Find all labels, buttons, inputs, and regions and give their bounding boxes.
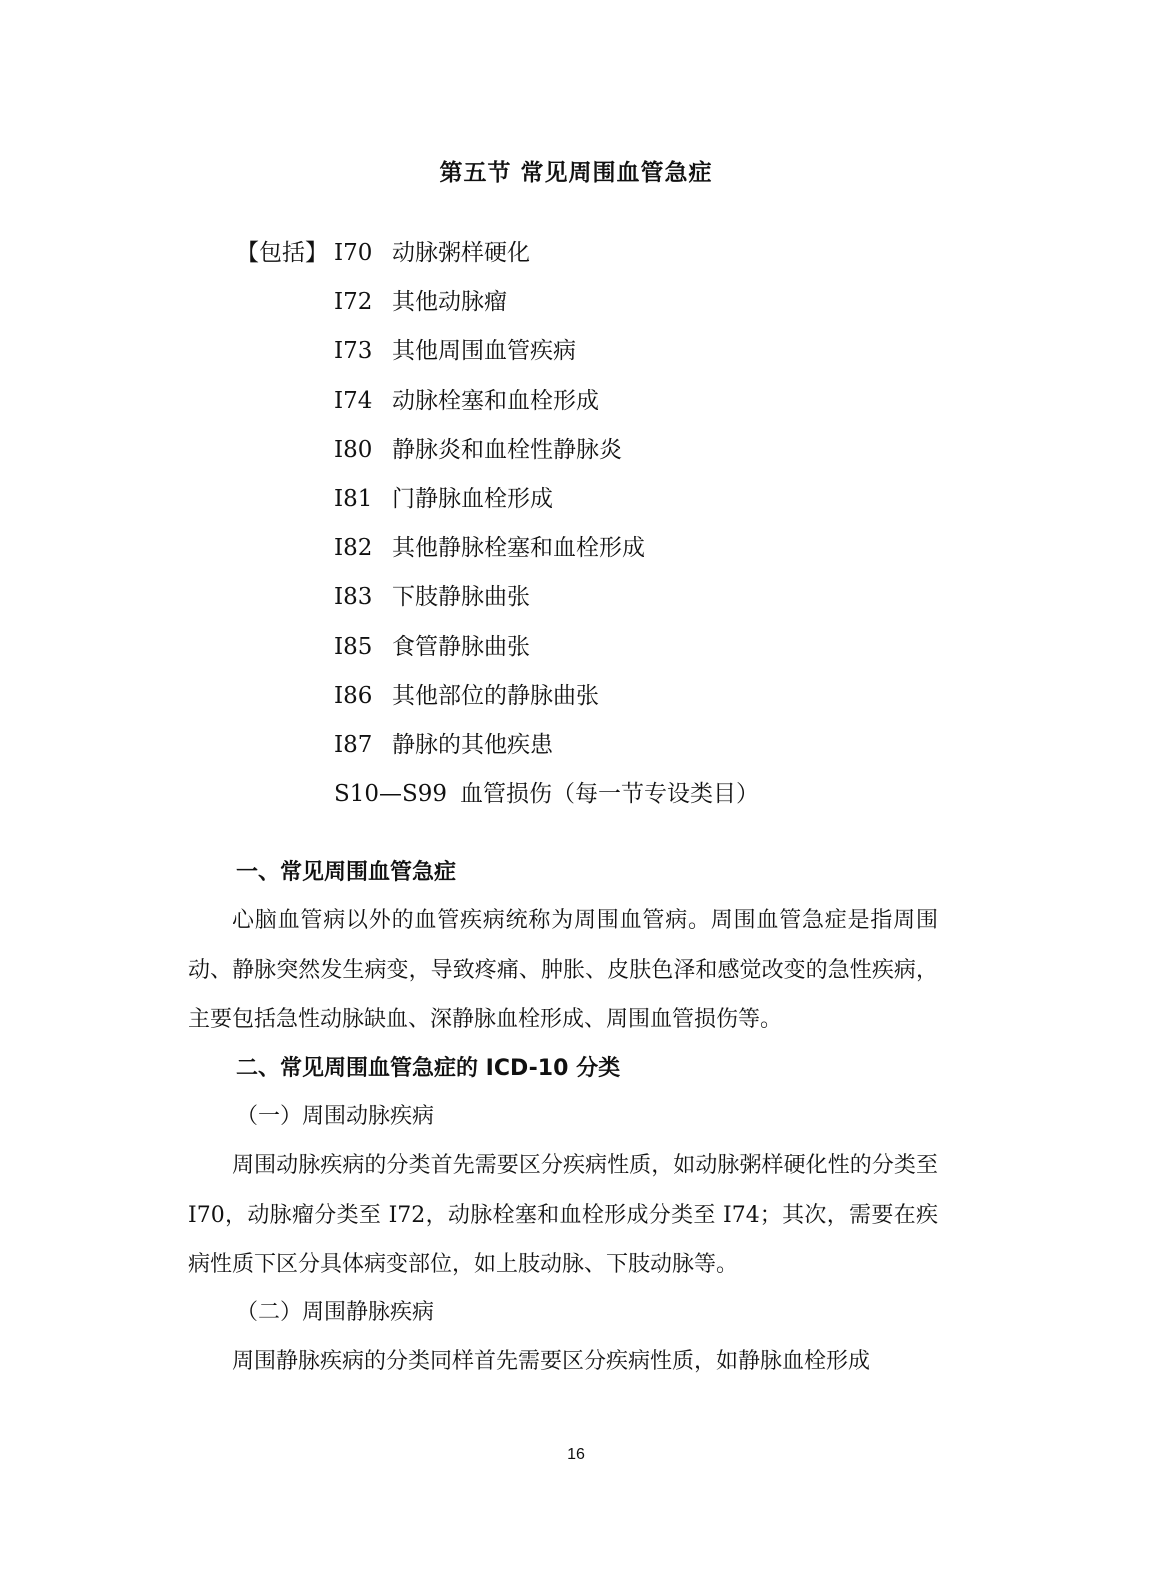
include-item	[334, 630, 759, 679]
include-item	[334, 777, 759, 826]
include-item	[334, 334, 759, 383]
icd-desc: 其他周围血管疾病	[392, 338, 576, 365]
subheading-arterial: （一）周围动脉疾病	[236, 1104, 435, 1129]
icd-code: I73	[334, 338, 373, 365]
icd-code: I85	[334, 633, 373, 660]
heading-section-1: 一、常见周围血管急症	[236, 860, 457, 885]
icd-desc: 其他动脉瘤	[392, 289, 507, 316]
icd-code: I86	[334, 682, 373, 709]
subheading-venous: （二）周围静脉疾病	[236, 1300, 435, 1325]
paragraph-section-1: 心脑血管病以外的血管疾病统称为周围血管病。周围血管急症是指周围动、静脉突然发生病变，导致疼痛、肿胀、皮肤色泽和感觉改变的急性疾病，主要包括急性动脉缺血、深静脉血栓形成、周围血管损伤等。	[188, 908, 938, 1032]
include-item	[334, 433, 759, 482]
icd-code: I83	[334, 584, 373, 611]
icd-desc: 动脉栓塞和血栓形成	[392, 387, 599, 414]
icd-desc: 静脉的其他疾患	[392, 731, 553, 758]
icd-code: I72	[334, 289, 373, 316]
icd-desc: 下肢静脉曲张	[392, 584, 530, 611]
include-item	[334, 482, 759, 531]
include-item	[334, 728, 759, 777]
icd-code: I74	[334, 387, 373, 414]
icd-desc: 动脉粥样硬化	[392, 240, 530, 266]
heading-section-2: 二、常见周围血管急症的 ICD-10 分类	[236, 1056, 621, 1081]
paragraph-venous: 周围静脉疾病的分类同样首先需要区分疾病性质，如静脉血栓形成	[232, 1349, 871, 1374]
include-item	[334, 236, 759, 285]
icd-desc: 其他静脉栓塞和血栓形成	[392, 535, 645, 562]
include-list	[334, 236, 759, 826]
section-title: 第五节 常见周围血管急症	[439, 160, 713, 186]
icd-code: I81	[334, 485, 373, 512]
page-number: 16	[567, 1446, 585, 1463]
include-item	[334, 679, 759, 728]
include-item	[334, 285, 759, 334]
include-item	[334, 580, 759, 629]
include-label: 【包括】	[236, 240, 328, 266]
icd-desc: 血管损伤（每一节专设类目）	[460, 781, 759, 808]
icd-code: S10—S99	[334, 781, 448, 808]
icd-desc: 门静脉血栓形成	[392, 485, 553, 512]
icd-desc: 食管静脉曲张	[392, 633, 530, 660]
icd-code: I80	[334, 436, 373, 463]
include-item	[334, 531, 759, 580]
icd-code: I87	[334, 731, 373, 758]
icd-code: I82	[334, 535, 373, 562]
icd-desc: 静脉炎和血栓性静脉炎	[392, 436, 622, 463]
paragraph-arterial: 周围动脉疾病的分类首先需要区分疾病性质，如动脉粥样硬化性的分类至 I70，动脉瘤分类至 I72，动脉栓塞和血栓形成分类至 I74；其次，需要在疾病性质下区分具体病变部位，如上肢动脉、下肢动脉等。	[188, 1153, 938, 1277]
icd-code: I70	[334, 240, 373, 266]
include-item	[334, 384, 759, 433]
icd-desc: 其他部位的静脉曲张	[392, 682, 599, 709]
